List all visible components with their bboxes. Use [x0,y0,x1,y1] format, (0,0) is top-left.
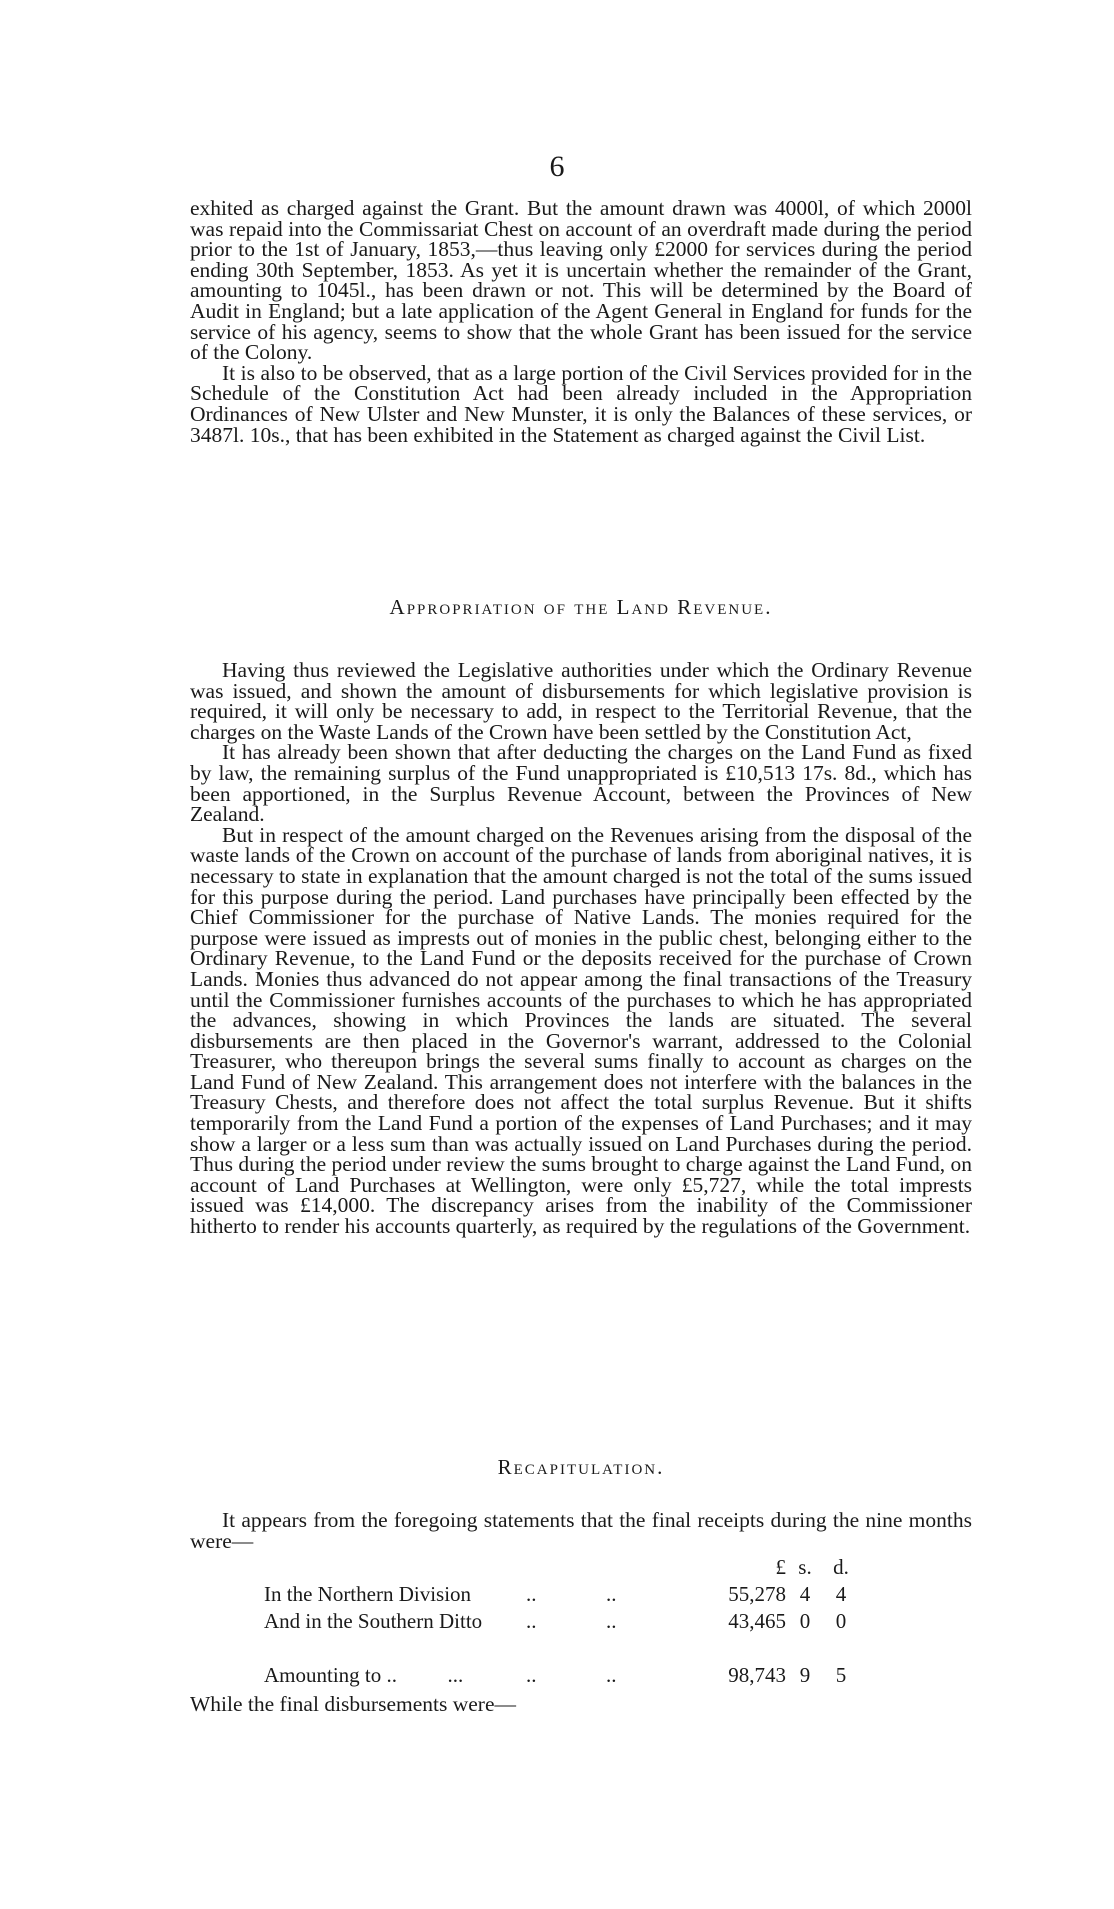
total-dots: ... [447,1663,464,1688]
table-row [190,1607,858,1634]
land-revenue-heading: Appropriation of the Land Revenue. [389,595,773,619]
row-shillings: 0 [799,1609,811,1634]
row-label: And in the Southern Ditto [264,1609,483,1634]
land-revenue-section [190,595,972,620]
recapitulation-body [190,1510,972,1715]
total-label [190,1661,526,1688]
land-revenue-paragraph-1: Having thus reviewed the Legislative authorities under which the Ordinary Revenue was issued, and shown the amount of disbursements for which legislative provision is required, it will only be necessary to add, in respect to the Territorial Revenue, that the charges on the Waste Lands of the Crown have been settled by the Constitution Act, [190,658,972,744]
header-pence: d. [833,1555,849,1580]
table-header-row [190,1553,858,1580]
total-dots: .. [606,1663,617,1688]
recapitulation-heading: Recapitulation. [497,1455,665,1479]
page-number: 6 [549,150,565,183]
land-revenue-paragraph-2: It has already been shown that after deducting the charges on the Land Fund as fixed by law, the remaining surplus of the Fund unappropriated is £10,513 17s. 8d., which has been apportioned, in the Surplus Revenue Account, between the Provinces of New Zealand. [190,740,972,827]
row-shillings: 4 [799,1582,811,1607]
total-label-text: Amounting to .. [264,1663,398,1688]
row-dots: .. [526,1582,537,1607]
table-row [190,1580,858,1607]
row-pounds: 55,278 [728,1582,786,1607]
header-shillings: s. [798,1555,812,1580]
row-dots: .. [526,1609,537,1634]
recapitulation-table [190,1553,858,1688]
intro-section [190,198,972,445]
table-total-row [190,1661,858,1688]
row-pence: 4 [835,1582,847,1607]
total-pence: 5 [835,1663,847,1688]
total-dots: .. [526,1663,537,1688]
row-pence: 0 [835,1609,847,1634]
land-revenue-paragraph-3: But in respect of the amount charged on the Revenues arising from the disposal of the waste lands of the Crown on account of the purchase of lands from aboriginal natives, it is necessary to state in explanation that the amount charged is not the total of the sums issued for this purpose during the period. Land purchases have principally been effected by the Chief Commissioner for the purchase of Native Lands. The monies required for the purpose were issued as imprests out of monies in the public chest, belonging either to the Ordinary Revenue, to the Land Fund or the deposits received for the purchase of Crown Lands. Monies thus advanced do not appear among the final transactions of the Treasury until the Commissioner furnishes accounts of the purchases to which he has appropriated the advances, showing in which Provinces the lands are situated. The several disbursements are then placed in the Governor's warrant, addressed to the Colonial Treasurer, who thereupon brings the several sums finally to account as charges on the Land Fund of New Zealand. This arrangement does not interfere with the balances in the Treasury Chests, and therefore does not affect the total surplus Revenue. But it shifts temporarily from the Land Fund a portion of the expenses of Land Purchases; and it may show a larger or a less sum than was actually issued on Land Purchases during the period. Thus during the period under review the sums brought to charge against the Land Fund, on account of Land Purchases at Wellington, were only £5,727, while the total imprests issued was £14,000. The discrepancy arises from the inability of the Commissioner hitherto to render his accounts quarterly, as required by the regulations of the Government. [190,822,972,1239]
row-dots: .. [606,1609,617,1634]
intro-paragraph-1: exhited as charged against the Grant. But the amount drawn was 4000l, of which 2000l was repaid into the Commissariat Chest on account of an overdraft made during the period prior to the 1st of January, 1853,—thus leaving only £2000 for services during the period ending 30th September, 1853. As yet it is uncertain whether the remainder of the Grant, amounting to 1045l., has been drawn or not. This will be determined by the Board of Audit in England; but a late application of the Agent General in England for funds for the service of his agency, seems to show that the whole Grant has been issued for the service of the Colony. [190,196,972,365]
header-pounds: £ [775,1555,786,1580]
intro-paragraph-2: It is also to be observed, that as a large portion of the Civil Services provided for in the Schedule of the Constitution Act had been already included in the Appropriation Ordinances of New Ulster and New Munster, it is only the Balances of these services, or 3487l. 10s., that has been exhibited in the Statement as charged against the Civil List. [190,360,972,447]
total-shillings: 9 [799,1663,811,1688]
row-label: In the Northern Division [264,1582,472,1607]
recapitulation-intro: It appears from the foregoing statements that the final receipts during the nine months were— [190,1508,972,1553]
land-revenue-body [190,660,972,1237]
recapitulation-closing: While the final disbursements were— [190,1692,516,1717]
total-pounds: 98,743 [728,1663,786,1688]
recapitulation-section [190,1455,972,1480]
row-pounds: 43,465 [728,1609,786,1634]
row-dots: .. [606,1582,617,1607]
